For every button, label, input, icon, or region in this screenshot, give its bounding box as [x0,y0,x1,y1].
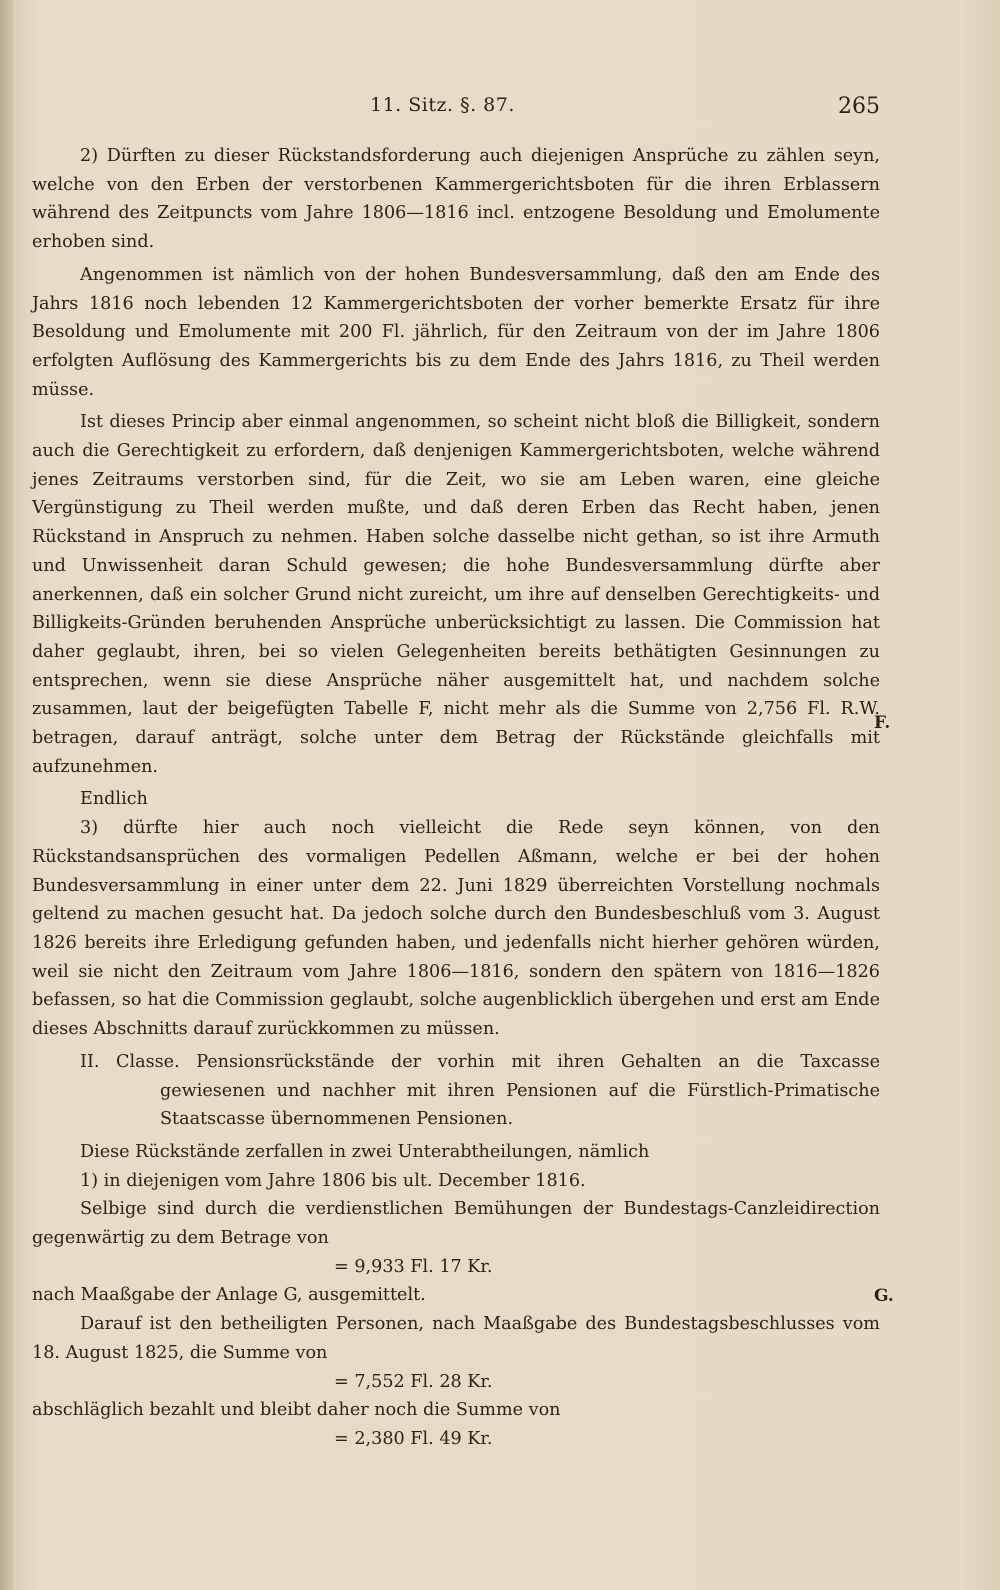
running-header [32,92,880,124]
page-number: 265 [838,94,880,119]
margin-note-f: F. [874,713,891,733]
section-reference: 11. Sitz. §. 87. [370,94,515,116]
paragraph-same: Selbige sind durch die verdienstlichen Bemühungen der Bundestags-Canzleidirection gegenwärtig zu dem Betrage von [32,1199,880,1249]
paragraph-claim-2: 2) Dürften zu dieser Rückstandsforderung auch diejenigen Ansprüche zu zählen seyn, welche von den Erben der verstorbenen Kammergerichtsboten für die ihren Erblassern während des Zeitpuncts vom Jahre 1806—1816 incl. entzogene Besoldung und Emolumente erhoben sind. [32,146,880,253]
paragraph-claim-3: 3) dürfte hier auch noch vielleicht die Rede seyn können, von den Rückstandsansprüchen des vormaligen Pedellen Aßmann, welche er bei der hohen Bundesversammlung in einer unter dem 22. Juni 1829 überreichten Vorstellung nochmals geltend zu machen gesucht hat. Da jedoch solche durch den Bundesbeschluß vom 3. August 1826 bereits ihre Erledigung gefunden haben, und jedenfalls nicht hierher gehören würden, weil sie nicht den Zeitraum vom Jahre 1806—1816, sondern den spätern von 1816—1826 befassen, so hat die Commission geglaubt, solche augenblicklich übergehen und erst am Ende dieses Abschnitts darauf zurückkommen zu müssen. [32,818,880,1040]
paragraph-principle: Ist dieses Princip aber einmal angenommen, so scheint nicht bloß die Billigkeit, sondern auch die Gerechtigkeit zu erfordern, daß denjenigen Kammergerichtsboten, welche während jenes Zeitraums verstorben sind, für die Zeit, wo sie am Leben waren, eine gleiche Vergünstigung zu Theil werden mußte, und daß deren Erben das Recht haben, jenen Rückstand in Anspruch zu nehmen. Haben solche dasselbe nicht gethan, so ist ihre Armuth und Unwissenheit daran Schuld gewesen; die hohe Bundesversammlung dürfte aber anerkennen, daß ein solcher Grund nicht zureicht, um ihre auf denselben Gerechtigkeits- und Billigkeits-Gründen beruhenden Ansprüche unberücksichtigt zu lassen. Die Commission hat daher geglaubt, ihren, bei so vielen Gelegenheiten bereits bethätigten Gesinnungen zu entsprechen, wenn sie diese Ansprüche näher ausgemittelt hat, und nachdem solche zusammen, laut der beigefügten Tabelle F, nicht mehr als die Summe von 2,756 Fl. R.W. betragen, darauf anträgt, solche unter dem Betrag der Rückstände gleichfalls mit aufzunehmen. [32,412,880,777]
paragraph-subdivision-1: 1) in diejenigen vom Jahre 1806 bis ult. December 1816. [80,1170,586,1191]
class-description: Pensionsrückstände der vorhin mit ihren Gehalten an die Taxcasse gewiesenen und nachher mit ihren Pensionen auf die Fürstlich-Primatische Staatscasse übernommenen Pensionen. [160,1051,880,1130]
sum-remaining: = 2,380 Fl. 49 Kr. [334,1428,493,1449]
class-label: II. Classe. [80,1051,180,1072]
paragraph-annex-g: nach Maaßgabe der Anlage G, ausgemittelt. [32,1285,426,1306]
sum-total: = 9,933 Fl. 17 Kr. [334,1256,493,1277]
paragraph-paid: Darauf ist den betheiligten Personen, nach Maaßgabe des Bundestagsbeschlusses vom 18. August 1825, die Summe von [32,1314,880,1363]
body-text [32,142,880,1454]
paragraph-assumed: Angenommen ist nämlich von der hohen Bundesversammlung, daß den am Ende des Jahrs 1816 noch lebenden 12 Kammergerichtsboten der vorher bemerkte Ersatz für ihre Besoldung und Emolumente mit 200 Fl. jährlich, für den Zeitraum von der im Jahre 1806 erfolgten Auflösung des Kammergerichts bis zu dem Ende des Jahrs 1816, zu Theil werden müsse. [32,264,880,400]
margin-note-g: G. [874,1286,894,1306]
paragraph-finally: Endlich [80,789,148,810]
sum-paid: = 7,552 Fl. 28 Kr. [334,1371,493,1392]
paragraph-class-2 [32,1048,880,1134]
page-spine-shadow [0,0,14,1590]
paragraph-remaining: abschläglich bezahlt und bleibt daher noch die Summe von [32,1400,561,1421]
paragraph-subdivisions: Diese Rückstände zerfallen in zwei Unterabtheilungen, nämlich [80,1141,650,1162]
